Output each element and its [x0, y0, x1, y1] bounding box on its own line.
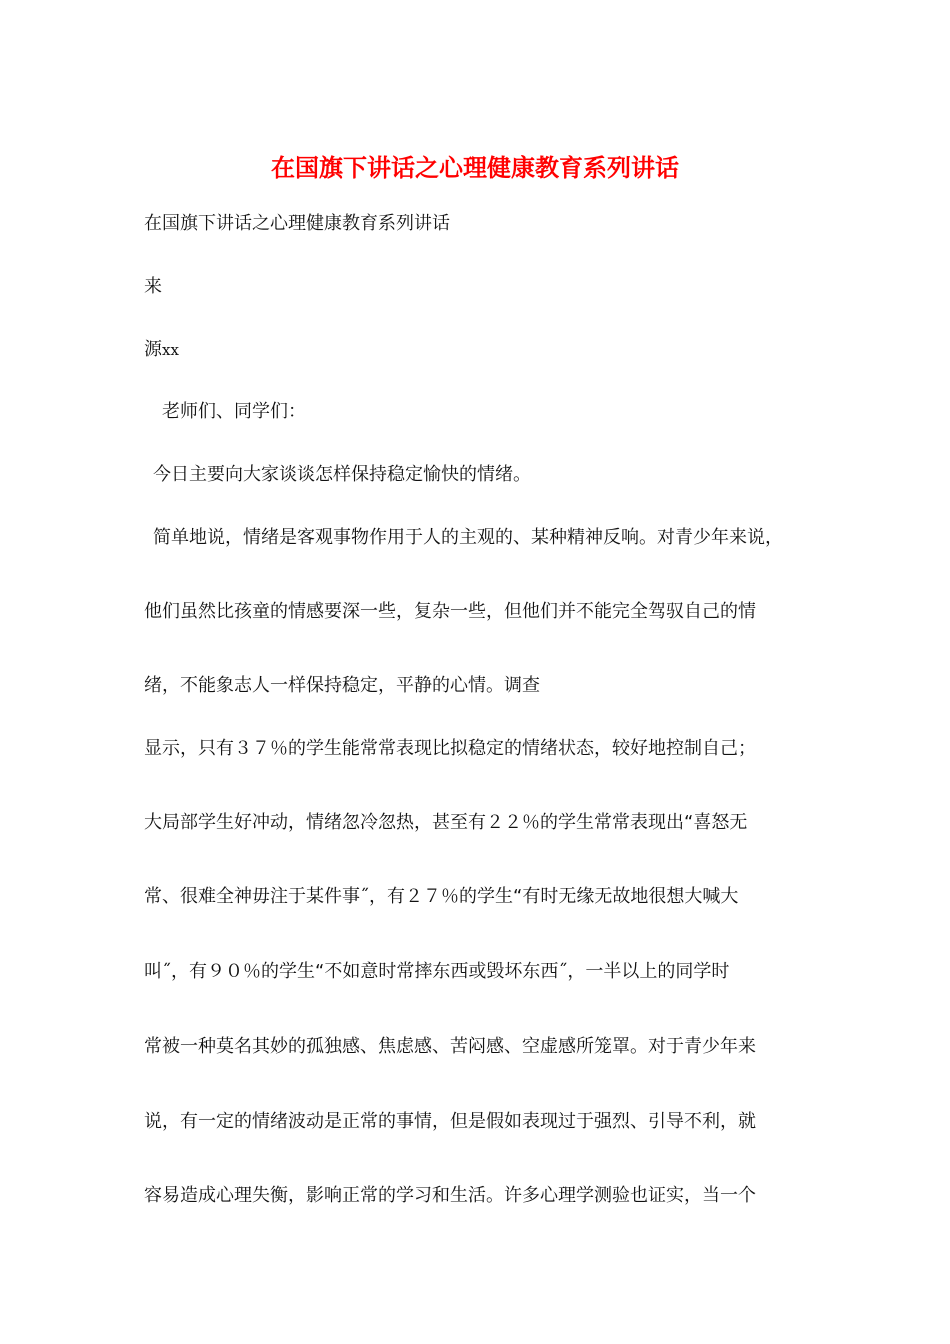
source-label-line-1: 来	[144, 276, 162, 297]
document-title: 在国旗下讲话之心理健康教育系列讲话	[271, 154, 679, 182]
body-line-8: 叫˝，有９０％的学生“不如意时常摔东西或毁坏东西˝，一半以上的同学时	[144, 961, 730, 982]
body-line-11: 容易造成心理失衡，影响正常的学习和生活。许多心理学测验也证实，当一个	[144, 1185, 756, 1206]
source-line	[144, 337, 179, 363]
body-line-4: 绪，不能象志人一样保持稳定，平静的心情。调查	[144, 675, 540, 696]
body-line-5: 显示，只有３７％的学生能常常表现比拟稳定的情绪状态，较好地控制自己；	[144, 738, 756, 759]
body-line-9: 常被一种莫名其妙的孤独感、焦虑感、苦闷感、空虚感所笼罩。对于青少年来	[144, 1036, 756, 1057]
body-line-3: 他们虽然比孩童的情感要深一些，复杂一些，但他们并不能完全驾驭自己的情	[144, 601, 756, 622]
body-line-10: 说，有一定的情绪波动是正常的事情，但是假如表现过于强烈、引导不利，就	[144, 1111, 756, 1132]
body-line-6: 大局部学生好冲动，情绪忽冷忽热，甚至有２２％的学生常常表现出“喜怒无	[144, 812, 748, 833]
body-line-1: 今日主要向大家谈谈怎样保持稳定愉快的情绪。	[153, 464, 531, 485]
document-subtitle: 在国旗下讲话之心理健康教育系列讲话	[144, 213, 450, 234]
body-line-2: 简单地说，情绪是客观事物作用于人的主观的、某种精神反响。对青少年来说，	[153, 527, 783, 548]
salutation: 老师们、同学们：	[162, 401, 306, 422]
body-line-7: 常、很难全神毋注于某件事˝，有２７％的学生“有时无缘无故地很想大喊大	[144, 886, 739, 907]
source-value: xx	[162, 341, 179, 359]
source-label-line-2: 源	[144, 339, 162, 360]
